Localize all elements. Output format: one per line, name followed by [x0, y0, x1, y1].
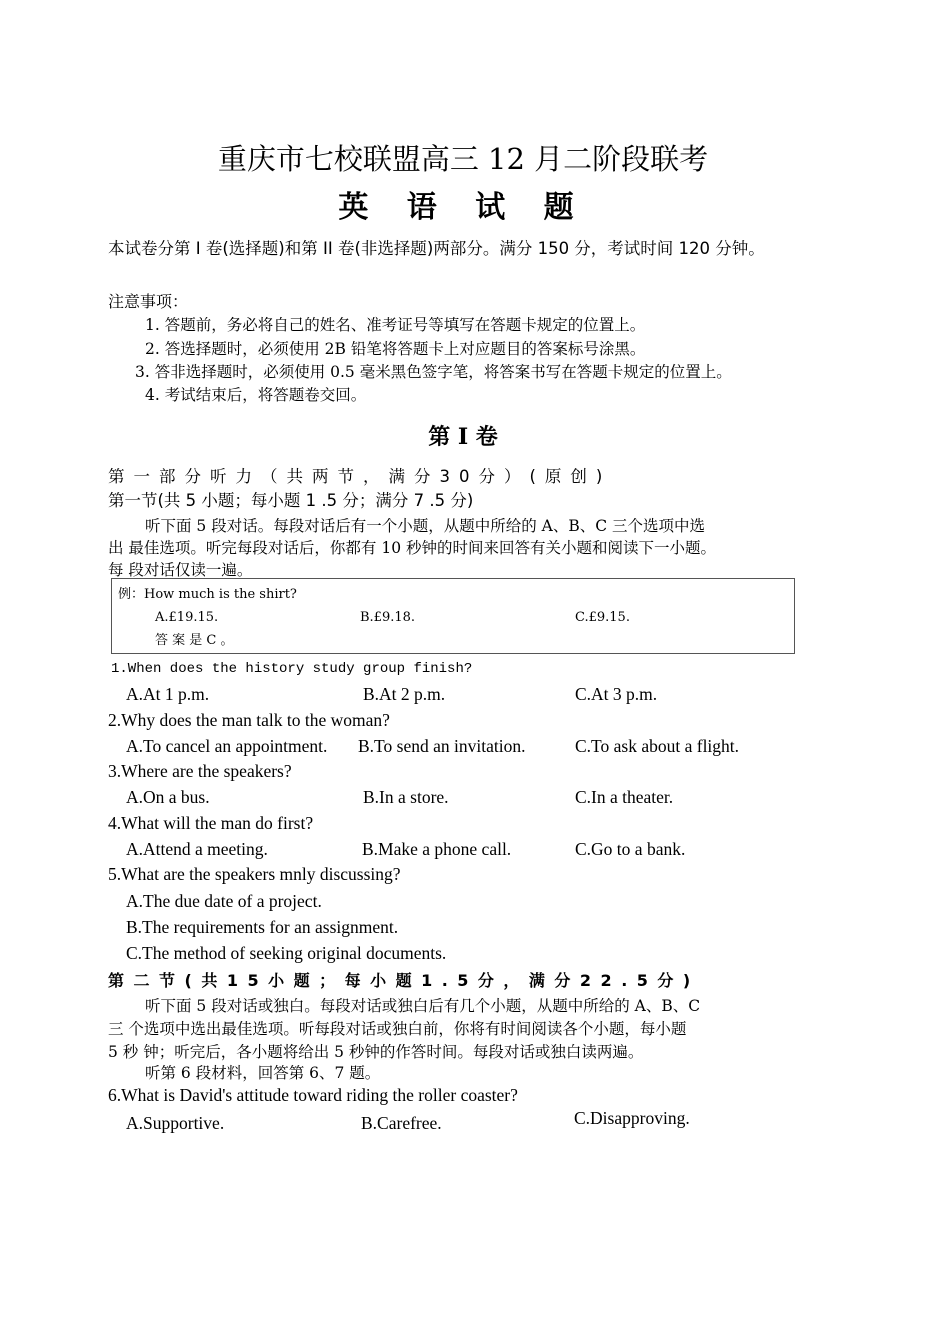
note-item: 4. 考试结束后，将答题卷交回。 — [145, 386, 367, 404]
option-b: B.To send an invitation. — [358, 736, 526, 756]
exam-title: 重庆市七校联盟高三 12 月二阶段联考 — [217, 142, 709, 176]
example-answer: 答 案 是 C 。 — [155, 633, 234, 648]
option-c: C.In a theater. — [575, 787, 674, 807]
instruction-line: 出 最佳选项。听完每段对话后，你都有 10 秒钟的时间来回答有关小题和阅读下一小题。 — [108, 539, 717, 557]
instruction-line: 5 秒 钟；听完后，各小题将给出 5 秒钟的作答时间。每段对话或独白读两遍。 — [108, 1043, 644, 1061]
instruction-line: 每 段对话仅读一遍。 — [108, 561, 253, 579]
instruction-line: 听下面 5 段对话或独白。每段对话或独白后有几个小题，从题中所给的 A、B、C — [145, 997, 701, 1015]
option-b: B.The requirements for an assignment. — [126, 917, 399, 937]
question-text: 3.Where are the speakers? — [108, 761, 292, 781]
option-b: B.Make a phone call. — [362, 839, 512, 859]
option-b: B.At 2 p.m. — [363, 684, 446, 704]
option-a: A.On a bus. — [126, 787, 210, 807]
part1-heading: 第一部分听力（共两节，满分30分）(原创) — [108, 467, 612, 486]
question-text: 5.What are the speakers mnly discussing? — [108, 864, 401, 884]
option-b: B.Carefree. — [361, 1113, 442, 1133]
question-text: 4.What will the man do first? — [108, 813, 314, 833]
example-option: C.£9.15. — [575, 610, 630, 625]
option-a: A.At 1 p.m. — [126, 684, 210, 704]
option-c: C.The method of seeking original documents. — [126, 943, 447, 963]
option-c: C.Go to a bank. — [575, 839, 686, 859]
volume-heading: 第 I 卷 — [428, 424, 498, 450]
notes-heading: 注意事项： — [108, 292, 189, 311]
option-c: C.At 3 p.m. — [575, 684, 658, 704]
section2-heading: 第二节(共15小题；每小题1.5分，满分22.5分) — [108, 971, 700, 990]
option-c: C.To ask about a flight. — [575, 736, 740, 756]
option-b: B.In a store. — [363, 787, 449, 807]
intro-text: 本试卷分第 I 卷(选择题)和第 II 卷(非选择题)两部分。满分 150 分，考试时间 120 分钟。 — [108, 239, 765, 258]
note-item: 3. 答非选择题时，必须使用 0.5 毫米黑色签字笔，将答案书写在答题卡规定的位置上。 — [135, 363, 732, 381]
note-item: 2. 答选择题时，必须使用 2B 铅笔将答题卡上对应题目的答案标号涂黑。 — [145, 340, 646, 358]
instruction-line: 听下面 5 段对话。每段对话后有一个小题，从题中所给的 A、B、C 三个选项中选 — [145, 517, 706, 535]
option-a: A.Attend a meeting. — [126, 839, 268, 859]
instruction-line: 三 个选项中选出最佳选项。听每段对话或独白前，你将有时间阅读各个小题，每小题 — [108, 1020, 687, 1038]
exam-subtitle: 英 语 试 题 — [338, 190, 588, 225]
option-a: A.Supportive. — [126, 1113, 225, 1133]
question-text: 2.Why does the man talk to the woman? — [108, 710, 390, 730]
section1-heading: 第一节(共 5 小题；每小题 1 .5 分；满分 7 .5 分) — [108, 491, 474, 510]
option-a: A.To cancel an appointment. — [126, 736, 328, 756]
note-item: 1. 答题前，务必将自己的姓名、准考证号等填写在答题卡规定的位置上。 — [145, 316, 646, 334]
option-a: A.The due date of a project. — [126, 891, 322, 911]
example-question: 例：How much is the shirt? — [118, 587, 297, 602]
question-text: 1.When does the history study group finish? — [111, 661, 473, 677]
instruction-line: 听第 6 段材料，回答第 6、7 题。 — [145, 1064, 381, 1082]
question-text: 6.What is David's attitude toward riding the roller coaster? — [108, 1085, 518, 1105]
example-option: B.£9.18. — [360, 610, 416, 625]
example-option: A.£19.15. — [155, 610, 219, 625]
option-c: C.Disapproving. — [574, 1108, 690, 1128]
